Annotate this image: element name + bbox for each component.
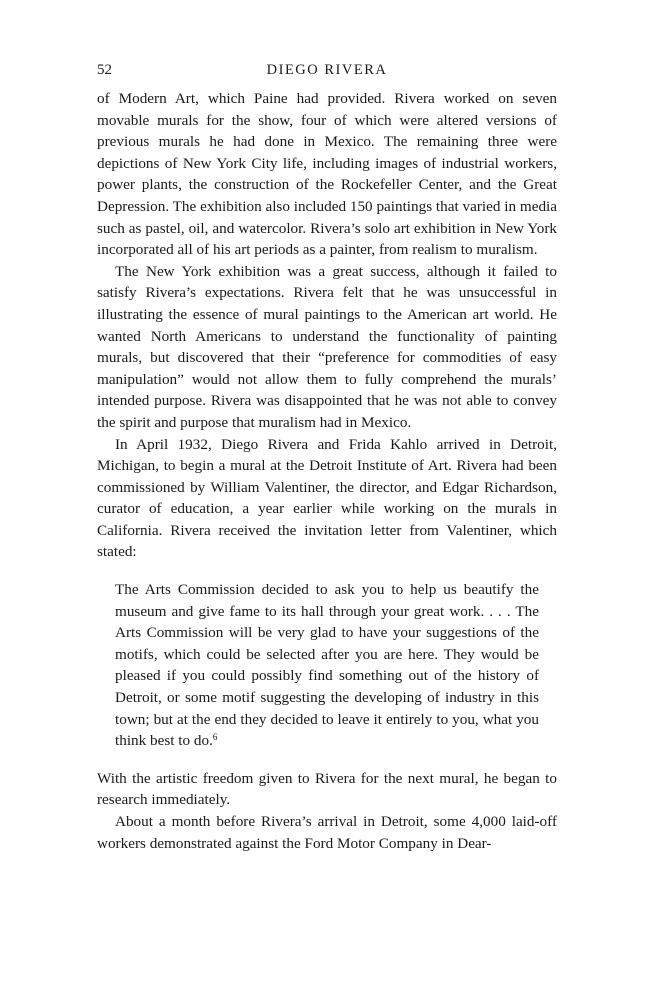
page-number: 52 [97,62,112,78]
block-quote [115,579,539,752]
quote-text: The Arts Commission decided to ask you to help us beautify the museum and give fame to its hall through your great work. . . . The Arts Commission will be very glad to have your suggestions of the motifs, which could be selected after you are here. They would be pleased if you could possibly find something out of the history of Detroit, or some motif suggesting the developing of industry in this town; but at the end they decided to leave it entirely to you, what you think best to do. [115,581,539,750]
paragraph: In April 1932, Diego Rivera and Frida Kahlo arrived in Detroit, Michigan, to begin a mural at the Detroit Institute of Art. Rivera had been commissioned by William Valentiner, the director, and Edgar Richardson, curator of education, a year earlier while working on the murals in California. Rivera received the invitation letter from Valentiner, which stated: [97,435,557,561]
body-text-after-quote [97,768,557,854]
book-page [97,62,557,854]
paragraph: About a month before Rivera’s arrival in Detroit, some 4,000 laid-off workers demonstrated against the Ford Motor Company in Dear- [97,813,557,852]
paragraph-continued: of Modern Art, which Paine had provided. Rivera worked on seven movable murals for the show, four of which were altered versions of previous murals he had done in Mexico. The remaining three were depictions of New York City life, including images of industrial workers, power plants, the construction of the Rockefeller Center, and the Great Depression. The exhibition also included 150 paintings that varied in media such as pastel, oil, and watercolor. Rivera’s solo art exhibition in New York incorporated all of his art periods as a painter, from realism to muralism. [97,90,557,259]
footnote-marker: 6 [212,732,218,743]
paragraph-no-indent: With the artistic freedom given to Rivera for the next mural, he began to research immediately. [97,769,557,809]
running-head: DIEGO RIVERA [266,62,388,78]
paragraph: The New York exhibition was a great success, although it failed to satisfy Rivera’s expectations. Rivera felt that he was unsuccessful in illustrating the essence of mural paintings to the American art world. He wanted North Americans to understand the functionality of painting murals, but discovered that their “preference for commodities of easy manipulation” would not allow them to fully comprehend the murals’ intended purpose. Rivera was disappointed that he was not able to convey the spirit and purpose that muralism had in Mexico. [97,262,557,431]
body-text [97,88,557,563]
page-header [97,62,557,88]
